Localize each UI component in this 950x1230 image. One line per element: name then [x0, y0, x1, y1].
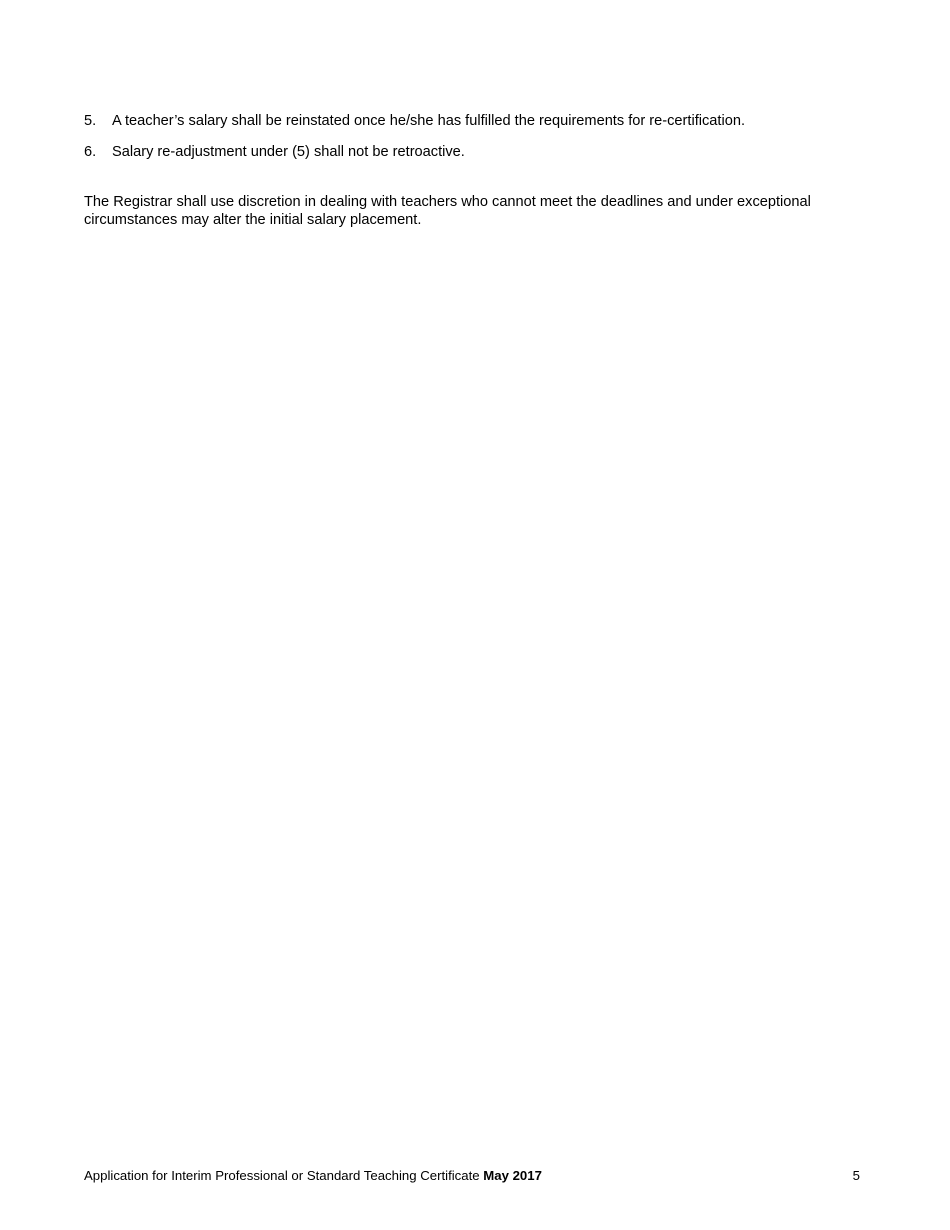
- list-item-number: 5.: [84, 113, 97, 129]
- list-item-text: A teacher’s salary shall be reinstated once he/she has fulfilled the requirements for re-certification.: [112, 113, 746, 129]
- footer-title: [84, 1168, 542, 1184]
- list-item: [84, 143, 874, 161]
- footer-document-name: Application for Interim Professional or Standard Teaching Certificate: [84, 1168, 480, 1183]
- page-number: 5: [852, 1168, 860, 1183]
- page-footer: [84, 1168, 860, 1184]
- list-item: [84, 112, 874, 130]
- numbered-list: [84, 112, 874, 174]
- list-item-number: 6.: [84, 144, 97, 160]
- footer-date: May 2017: [483, 1168, 542, 1183]
- list-item-text: Salary re-adjustment under (5) shall not be retroactive.: [112, 144, 465, 160]
- registrar-discretion-paragraph: The Registrar shall use discretion in dealing with teachers who cannot meet the deadlines and under exceptional circumstances may alter the initial salary placement.: [84, 194, 811, 228]
